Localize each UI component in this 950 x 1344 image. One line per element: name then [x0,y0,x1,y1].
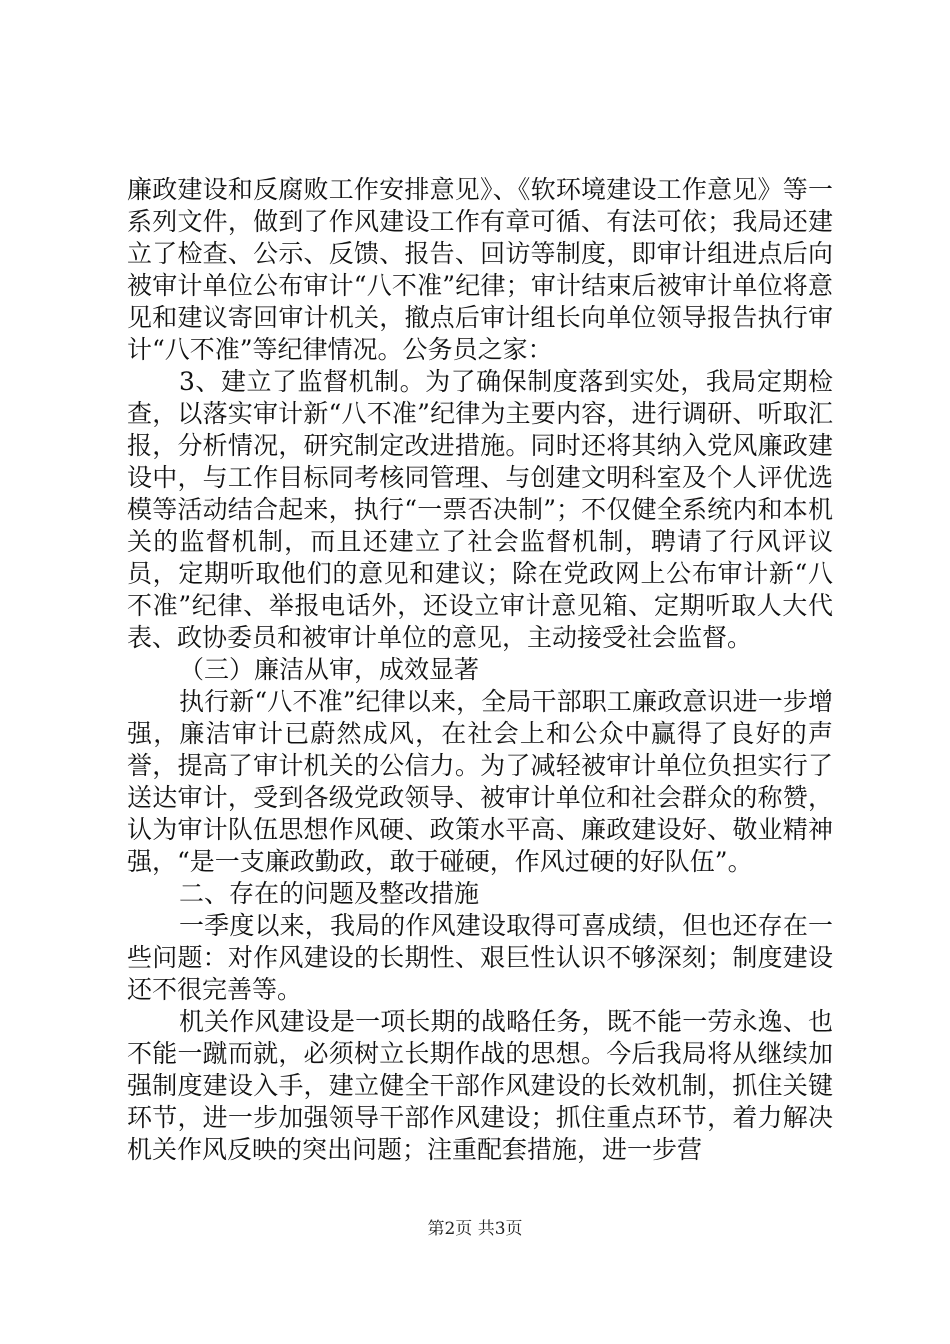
page-number-label: 第2页 共3页 [427,1219,523,1239]
paragraph-continued: 廉政建设和反腐败工作安排意见》、《软环境建设工作意见》等一系列文件，做到了作风建设工作有章可循、有法可依；我局还建立了检查、公示、反馈、报告、回访等制度，即审计组进点后向被审计单位公布审计“八不准”纪律；审计结束后被审计单位将意见和建议寄回审计机关，撤点后审计组长向单位领导报告执行审计“八不准”等纪律情况。公务员之家： [127,175,833,364]
section-heading-clean-audit: （三）廉洁从审，成效显著 [179,655,480,684]
section-heading-problems: 二、存在的问题及整改措施 [179,879,480,908]
page-footer [0,1214,950,1239]
paragraph-problems: 一季度以来，我局的作风建设取得可喜成绩，但也还存在一些问题：对作风建设的长期性、艰巨性认识不够深刻；制度建设还不很完善等。 [127,911,833,1004]
paragraph-supervision-mechanism: 3、建立了监督机制。为了确保制度落到实处，我局定期检查，以落实审计新“八不准”纪律为主要内容，进行调研、听取汇报，分析情况，研究制定改进措施。同时还将其纳入党风廉政建设中，与工作目标同考核同管理、与创建文明科室及个人评优选模等活动结合起来，执行“一票否决制”；不仅健全系统内和本机关的监督机制，而且还建立了社会监督机制，聘请了行风评议员，定期听取他们的意见和建议；除在党政网上公布审计新“八不准”纪律、举报电话外，还设立审计意见箱、定期听取人大代表、政协委员和被审计单位的意见，主动接受社会监督。 [127,367,833,652]
paragraph-measures: 机关作风建设是一项长期的战略任务，既不能一劳永逸、也不能一蹴而就，必须树立长期作战的思想。今后我局将从继续加强制度建设入手，建立健全干部作风建设的长效机制，抓住关键环节，进一步加强领导干部作风建设；抓住重点环节，着力解决机关作风反映的突出问题；注重配套措施，进一步营 [127,1007,833,1164]
paragraph-results: 执行新“八不准”纪律以来，全局干部职工廉政意识进一步增强，廉洁审计已蔚然成风，在社会上和公众中赢得了良好的声誉，提高了审计机关的公信力。为了减轻被审计单位负担实行了送达审计，受到各级党政领导、被审计单位和社会群众的称赞，认为审计队伍思想作风硬、政策水平高、廉政建设好、敬业精神强，“是一支廉政勤政，敢于碰硬，作风过硬的好队伍”。 [127,687,833,876]
document-body [127,174,833,1166]
